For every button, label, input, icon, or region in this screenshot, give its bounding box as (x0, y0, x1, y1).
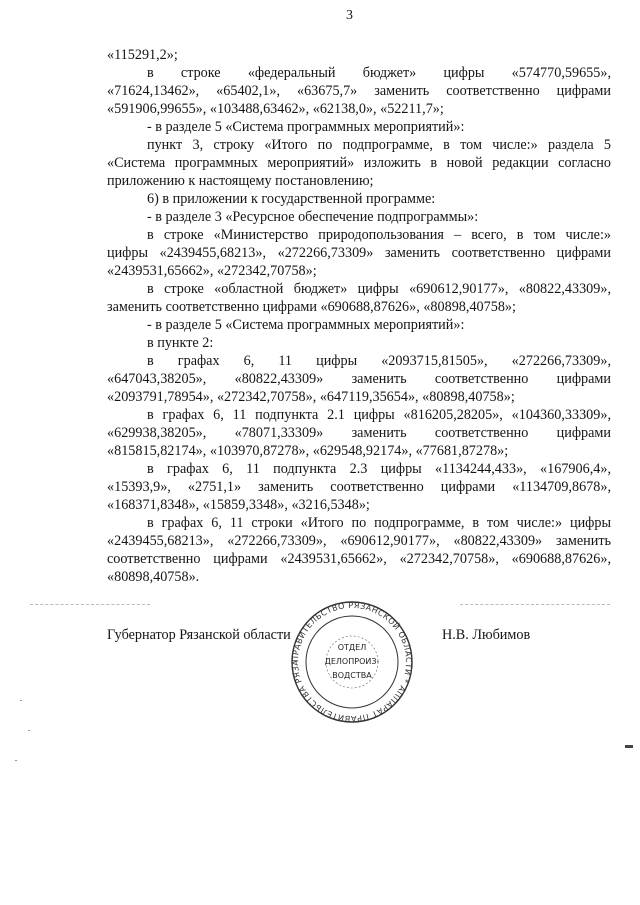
text-line: в строке «федеральный бюджет» цифры «574770,59655», (147, 65, 611, 81)
text-line: «80898,40758». (107, 569, 200, 585)
svg-text:ПРАВИТЕЛЬСТВО РЯЗАНСКОЙ ОБЛАСТ: ПРАВИТЕЛЬСТВО РЯЗАНСКОЙ ОБЛАСТИ * АППАРАТ ПРАВИТЕЛЬСТВА РЯЗА (290, 600, 414, 724)
text-line: в строке «областной бюджет» цифры «690612,90177», «80822,43309», (147, 281, 611, 297)
text-line: «629938,38205», «78071,33309» заменить соответственно цифрами (107, 425, 611, 441)
text-line: - в разделе 5 «Система программных мероприятий»: (147, 317, 465, 333)
text-line: - в разделе 5 «Система программных мероприятий»: (147, 119, 465, 135)
scan-speck (15, 760, 17, 761)
text-line: - в разделе 3 «Ресурсное обеспечение подпрограммы»: (147, 209, 479, 225)
scan-artifact-line (30, 604, 150, 606)
text-line: в графах 6, 11 строки «Итого по подпрограмме, в том числе:» цифры (147, 515, 611, 531)
scan-speck (625, 745, 633, 748)
text-line: «591906,99655», «103488,63462», «62138,0», «52211,7»; (107, 101, 444, 117)
text-line: «2439531,65662», «272342,70758»; (107, 263, 317, 279)
text-line: «168371,8348», «15859,3348», «3216,5348»; (107, 497, 370, 513)
signatory-name: Н.В. Любимов (442, 627, 531, 643)
text-line: в графах 6, 11 цифры «2093715,81505», «272266,73309», (147, 353, 611, 369)
text-line: «2093791,78954», «272342,70758», «647119,35654», «80898,40758»; (107, 389, 515, 405)
text-line: «71624,13462», «65402,1», «63675,7» заменить соответственно цифрами (107, 83, 611, 99)
scan-speck (28, 730, 30, 731)
text-line: в графах 6, 11 подпункта 2.1 цифры «816205,28205», «104360,33309», (147, 407, 611, 423)
scan-speck (20, 700, 22, 701)
text-line: цифры «2439455,68213», «272266,73309» заменить соответственно цифрами (107, 245, 611, 261)
text-line: «815815,82174», «103970,87278», «629548,92174», «77681,87278»; (107, 443, 509, 459)
text-line: приложению к настоящему постановлению; (107, 173, 374, 189)
document-body (107, 46, 611, 586)
text-line: «Система программных мероприятий» изложить в новой редакции согласно (107, 155, 611, 171)
text-line: в строке «Министерство природопользования – всего, в том числе:» (147, 227, 611, 243)
text-line: «15393,9», «2751,1» заменить соответственно цифрами «1134709,8678», (107, 479, 611, 495)
text-line: соответственно цифрами «2439531,65662», «272342,70758», «690688,87626», (107, 551, 611, 567)
text-line: «647043,38205», «80822,43309» заменить соответственно цифрами (107, 371, 611, 387)
page-number: 3 (346, 8, 353, 23)
stamp-seal-icon (290, 600, 414, 724)
text-line: 6) в приложении к государственной программе: (147, 191, 436, 207)
text-line: заменить соответственно цифрами «690688,87626», «80898,40758»; (107, 299, 516, 315)
official-stamp (290, 600, 414, 724)
text-line: пункт 3, строку «Итого по подпрограмме, в том числе:» раздела 5 (147, 137, 611, 153)
text-line: в графах 6, 11 подпункта 2.3 цифры «1134244,433», «167906,4», (147, 461, 611, 477)
text-line: «115291,2»; (107, 47, 178, 63)
scan-artifact-line (460, 604, 610, 606)
text-line: в пункте 2: (147, 335, 214, 351)
svg-text:ОТДЕЛ: ОТДЕЛ (337, 643, 367, 652)
text-line: «2439455,68213», «272266,73309», «690612,90177», «80822,43309» заменить (107, 533, 611, 549)
signatory-position: Губернатор Рязанской области (107, 627, 291, 643)
svg-text:ВОДСТВА: ВОДСТВА (332, 671, 372, 680)
svg-text:ДЕЛОПРОИЗ-: ДЕЛОПРОИЗ- (324, 657, 380, 666)
